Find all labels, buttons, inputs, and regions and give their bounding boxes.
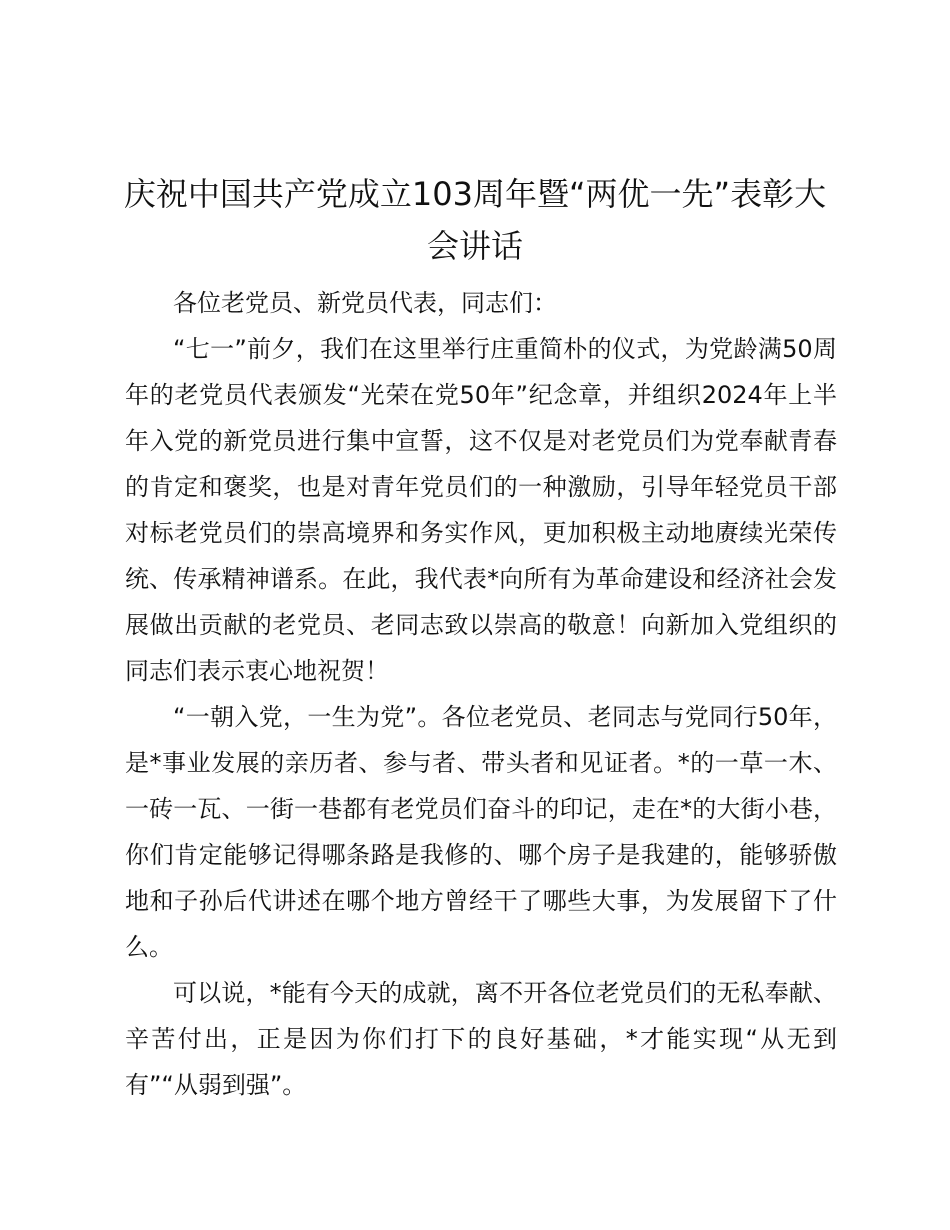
paragraph-salutation: 各位老党员、新党员代表，同志们： [173,289,557,317]
paragraph-2: “一朝入党，一生为党”。各位老党员、老同志与党同行50年，是*事业发展的亲历者、参与者、带头者和见证者。*的一草一木、一砖一瓦、一街一巷都有老党员们奋斗的印记，走在*的大街小巷，你们肯定能够记得哪条路是我修的、哪个房子是我建的，能够骄傲地和子孙后代讲述在哪个地方曾经干了哪些大事，为发展留下了什么。 [125,703,837,961]
document-body [125,280,837,1108]
paragraph-3: 可以说，*能有今天的成就，离不开各位老党员们的无私奉献、辛苦付出，正是因为你们打下的良好基础，*才能实现“从无到有”“从弱到强”。 [125,979,837,1099]
document-title: 庆祝中国共产党成立103周年暨“两优一先”表彰大会讲话 [123,175,827,265]
paragraph-1: “七一”前夕，我们在这里举行庄重简朴的仪式，为党龄满50周年的老党员代表颁发“光荣在党50年”纪念章，并组织2024年上半年入党的新党员进行集中宣誓，这不仅是对老党员们为党奉献青春的肯定和褒奖，也是对青年党员们的一种激励，引导年轻党员干部对标老党员们的崇高境界和务实作风，更加积极主动地赓续光荣传统、传承精神谱系。在此，我代表*向所有为革命建设和经济社会发展做出贡献的老党员、老同志致以崇高的敬意！向新加入党组织的同志们表示衷心地祝贺！ [125,335,837,685]
